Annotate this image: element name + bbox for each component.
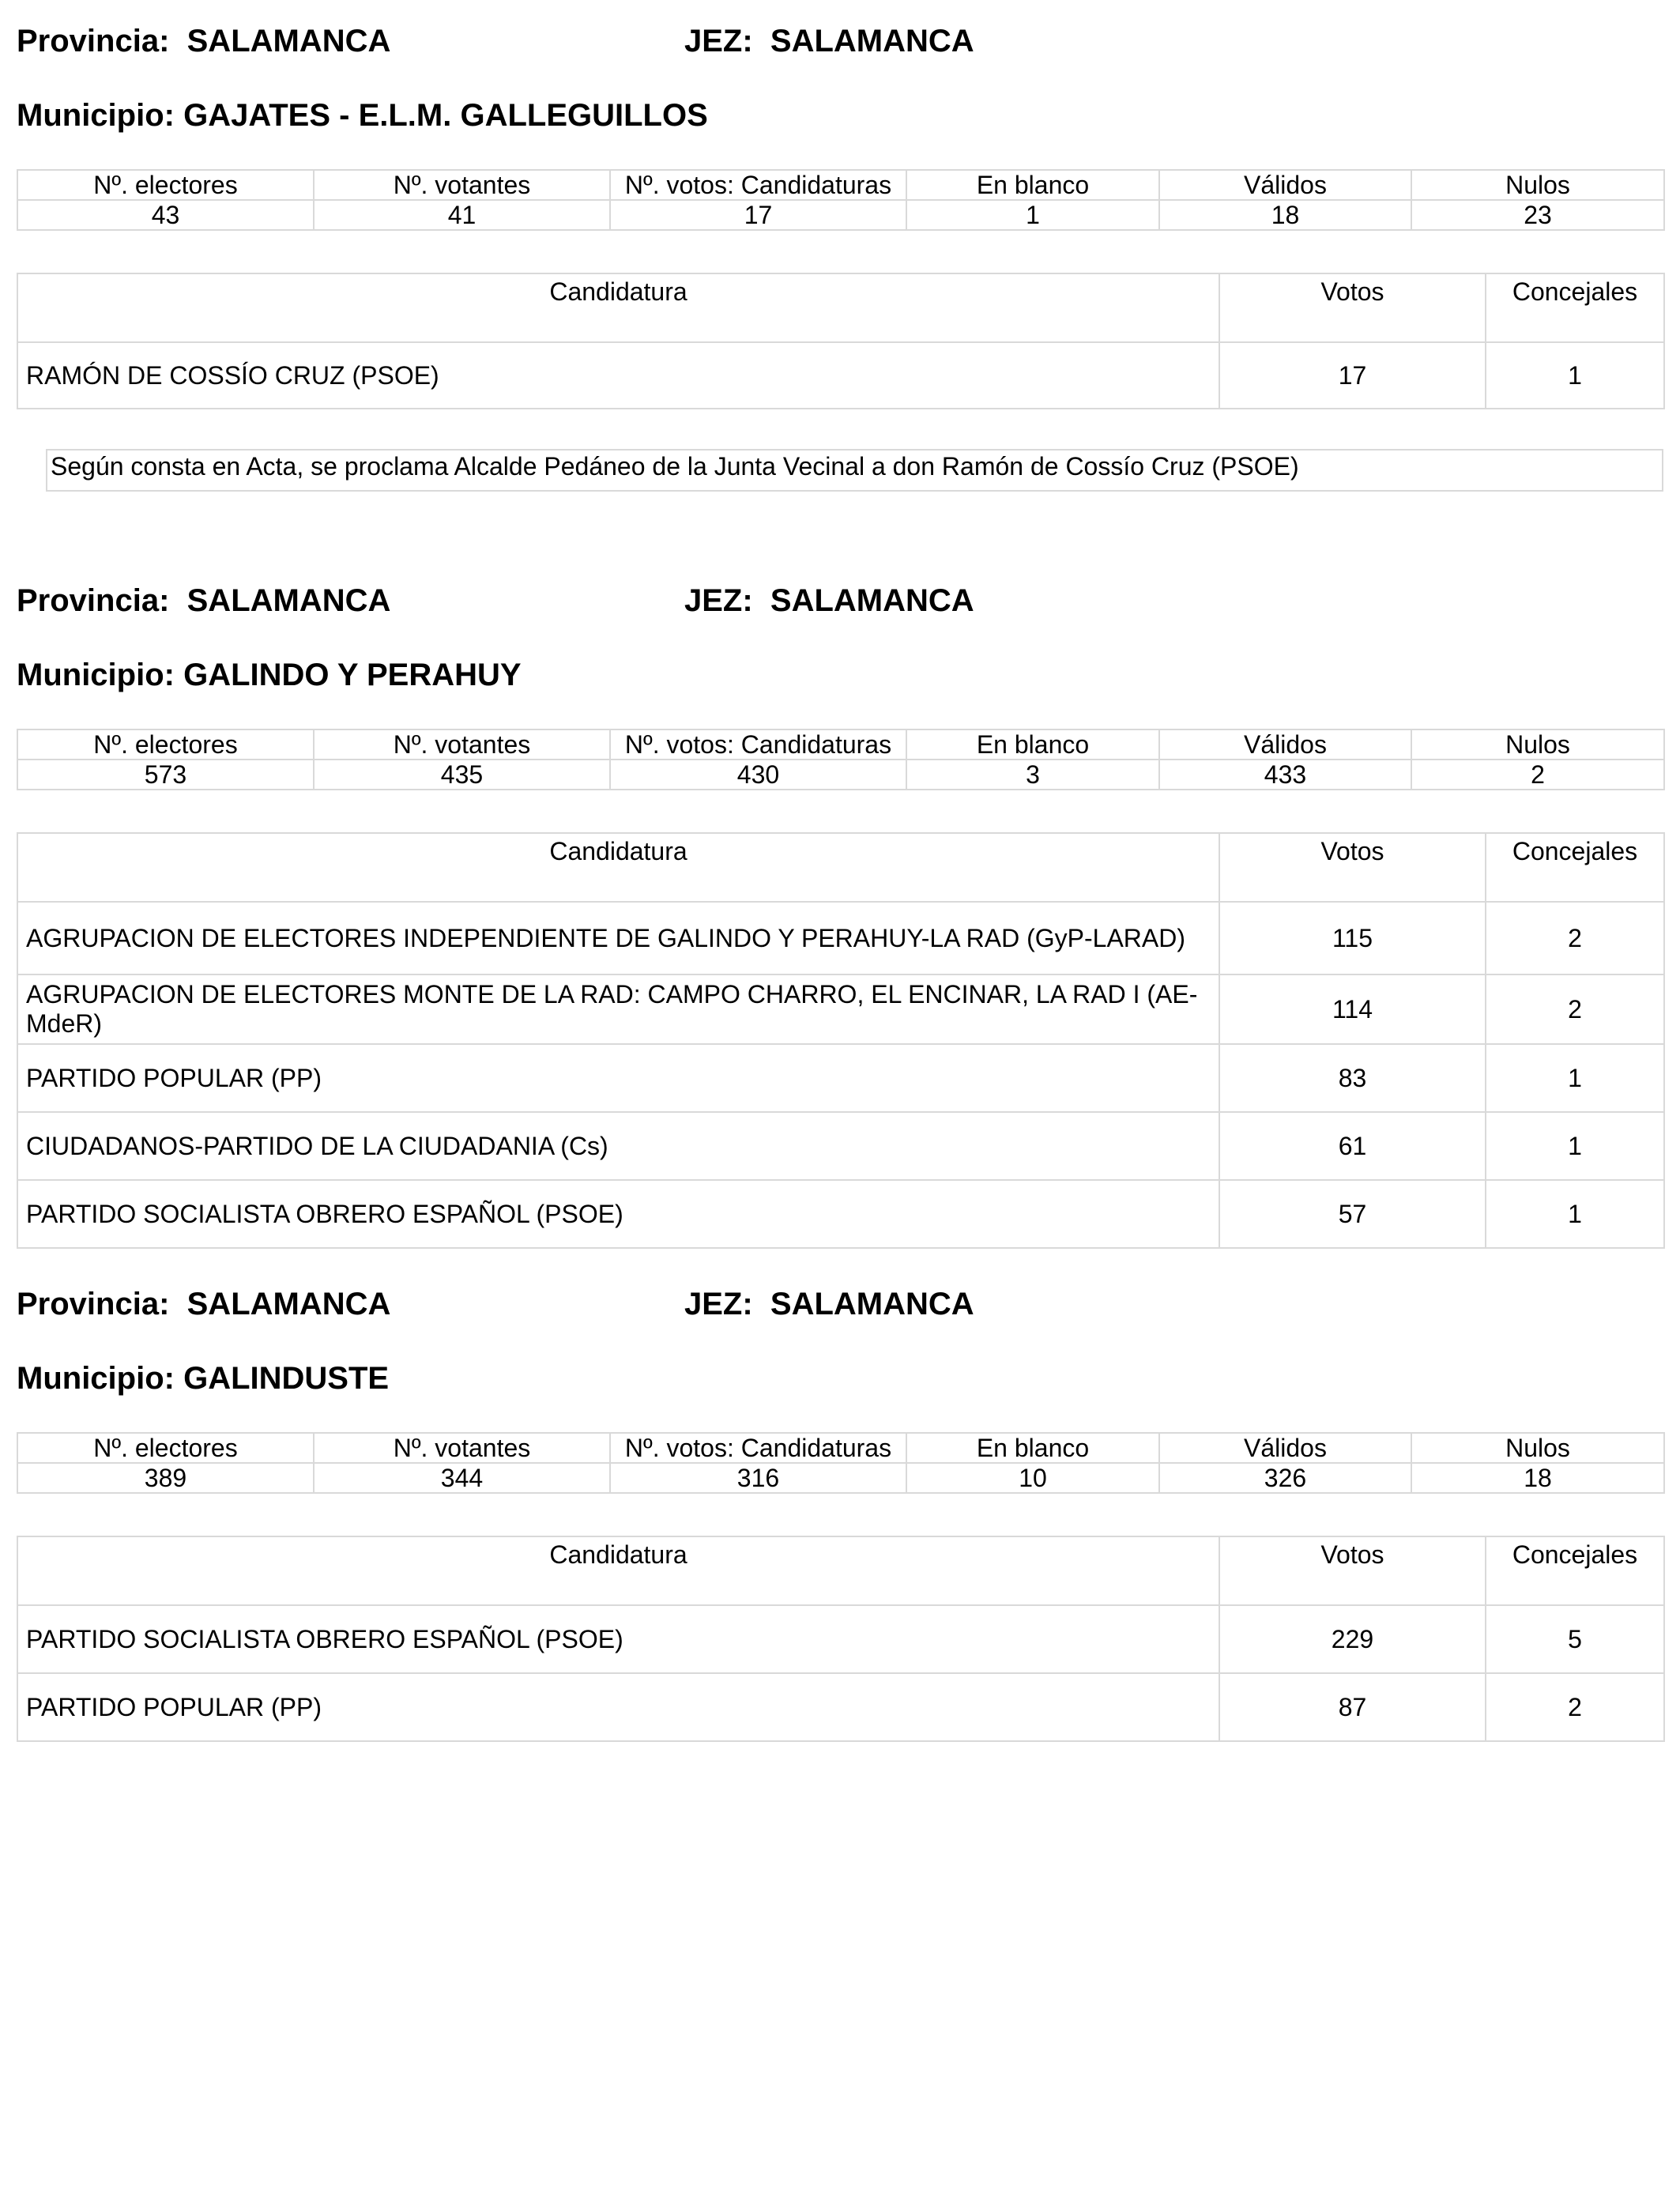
table-row (17, 1605, 1664, 1673)
stats-header: En blanco (906, 170, 1159, 200)
stats-value: 18 (1411, 1463, 1664, 1493)
candidatura-header: Candidatura (17, 833, 1219, 902)
stats-header: Nº. votos: Candidaturas (610, 729, 906, 760)
stats-header: Nº. electores (17, 170, 314, 200)
table-row (17, 974, 1664, 1044)
stats-value: 18 (1159, 200, 1411, 230)
candidatura-votos: 17 (1219, 342, 1486, 409)
stats-header-row (17, 1433, 1664, 1463)
municipio-title: Municipio: GALINDO Y PERAHUY (17, 658, 522, 692)
stats-header: Nulos (1411, 1433, 1664, 1463)
candidaturas-header-row (17, 273, 1664, 342)
candidaturas-table (17, 1536, 1665, 1742)
stats-table (17, 169, 1665, 231)
candidatura-votos: 57 (1219, 1180, 1486, 1248)
votos-header: Votos (1219, 833, 1486, 902)
stats-header: En blanco (906, 1433, 1159, 1463)
concejales-header: Concejales (1486, 833, 1664, 902)
stats-value: 344 (314, 1463, 610, 1493)
stats-value: 573 (17, 760, 314, 790)
stats-header: Válidos (1159, 1433, 1411, 1463)
candidatura-votos: 114 (1219, 974, 1486, 1044)
candidatura-votos: 61 (1219, 1112, 1486, 1180)
stats-header: Nº. votos: Candidaturas (610, 170, 906, 200)
stats-value: 435 (314, 760, 610, 790)
candidatura-name: PARTIDO POPULAR (PP) (17, 1673, 1219, 1741)
stats-header-row (17, 729, 1664, 760)
stats-value-row (17, 200, 1664, 230)
stats-value-row (17, 760, 1664, 790)
stats-value: 316 (610, 1463, 906, 1493)
stats-header: Nº. votantes (314, 170, 610, 200)
stats-value: 389 (17, 1463, 314, 1493)
stats-header: Nº. votos: Candidaturas (610, 1433, 906, 1463)
proclamation-note: Según consta en Acta, se proclama Alcalde Pedáneo de la Junta Vecinal a don Ramón de Cossío Cruz (PSOE) (46, 449, 1663, 492)
stats-value: 23 (1411, 200, 1664, 230)
stats-value: 10 (906, 1463, 1159, 1493)
candidatura-concejales: 1 (1486, 1112, 1664, 1180)
candidatura-concejales: 2 (1486, 974, 1664, 1044)
header-row (17, 583, 1663, 621)
candidatura-name: CIUDADANOS-PARTIDO DE LA CIUDADANIA (Cs) (17, 1112, 1219, 1180)
provincia-label: Provincia: SALAMANCA (17, 583, 391, 618)
candidatura-name: AGRUPACION DE ELECTORES INDEPENDIENTE DE GALINDO Y PERAHUY-LA RAD (GyP-LARAD) (17, 902, 1219, 974)
votos-header: Votos (1219, 273, 1486, 342)
candidatura-concejales: 5 (1486, 1605, 1664, 1673)
stats-value: 17 (610, 200, 906, 230)
candidaturas-header-row (17, 833, 1664, 902)
stats-header: Nulos (1411, 729, 1664, 760)
candidaturas-table (17, 273, 1665, 409)
candidatura-votos: 229 (1219, 1605, 1486, 1673)
votos-header: Votos (1219, 1536, 1486, 1605)
candidatura-name: RAMÓN DE COSSÍO CRUZ (PSOE) (17, 342, 1219, 409)
header-row (17, 24, 1663, 62)
candidatura-concejales: 1 (1486, 1044, 1664, 1112)
stats-value: 430 (610, 760, 906, 790)
concejales-header: Concejales (1486, 273, 1664, 342)
stats-header: Nº. electores (17, 729, 314, 760)
table-row (17, 342, 1664, 409)
candidatura-concejales: 1 (1486, 342, 1664, 409)
candidatura-name: PARTIDO POPULAR (PP) (17, 1044, 1219, 1112)
stats-header: Nº. votantes (314, 1433, 610, 1463)
municipio-title: Municipio: GAJATES - E.L.M. GALLEGUILLOS (17, 98, 708, 133)
stats-header: Válidos (1159, 170, 1411, 200)
stats-value: 326 (1159, 1463, 1411, 1493)
stats-value-row (17, 1463, 1664, 1493)
stats-header: Nº. votantes (314, 729, 610, 760)
header-row (17, 1287, 1663, 1325)
candidatura-name: PARTIDO SOCIALISTA OBRERO ESPAÑOL (PSOE) (17, 1180, 1219, 1248)
stats-header: En blanco (906, 729, 1159, 760)
stats-value: 43 (17, 200, 314, 230)
stats-header: Nº. electores (17, 1433, 314, 1463)
candidatura-concejales: 2 (1486, 902, 1664, 974)
stats-header: Nulos (1411, 170, 1664, 200)
stats-value: 433 (1159, 760, 1411, 790)
candidatura-votos: 115 (1219, 902, 1486, 974)
candidaturas-header-row (17, 1536, 1664, 1605)
stats-value: 1 (906, 200, 1159, 230)
candidatura-header: Candidatura (17, 273, 1219, 342)
candidatura-concejales: 1 (1486, 1180, 1664, 1248)
stats-header-row (17, 170, 1664, 200)
candidatura-votos: 87 (1219, 1673, 1486, 1741)
provincia-label: Provincia: SALAMANCA (17, 24, 391, 58)
table-row (17, 1180, 1664, 1248)
provincia-label: Provincia: SALAMANCA (17, 1287, 391, 1321)
candidatura-name: AGRUPACION DE ELECTORES MONTE DE LA RAD: CAMPO CHARRO, EL ENCINAR, LA RAD I (AE-MdeR) (17, 974, 1219, 1044)
candidatura-header: Candidatura (17, 1536, 1219, 1605)
table-row (17, 1044, 1664, 1112)
candidatura-concejales: 2 (1486, 1673, 1664, 1741)
stats-table (17, 1432, 1665, 1494)
jez-label: JEZ: SALAMANCA (684, 24, 974, 58)
stats-value: 41 (314, 200, 610, 230)
table-row (17, 1112, 1664, 1180)
candidaturas-table (17, 832, 1665, 1249)
table-row (17, 902, 1664, 974)
municipio-title: Municipio: GALINDUSTE (17, 1361, 390, 1396)
candidatura-votos: 83 (1219, 1044, 1486, 1112)
stats-table (17, 729, 1665, 790)
jez-label: JEZ: SALAMANCA (684, 1287, 974, 1321)
stats-value: 3 (906, 760, 1159, 790)
concejales-header: Concejales (1486, 1536, 1664, 1605)
stats-value: 2 (1411, 760, 1664, 790)
stats-header: Válidos (1159, 729, 1411, 760)
jez-label: JEZ: SALAMANCA (684, 583, 974, 618)
candidatura-name: PARTIDO SOCIALISTA OBRERO ESPAÑOL (PSOE) (17, 1605, 1219, 1673)
table-row (17, 1673, 1664, 1741)
